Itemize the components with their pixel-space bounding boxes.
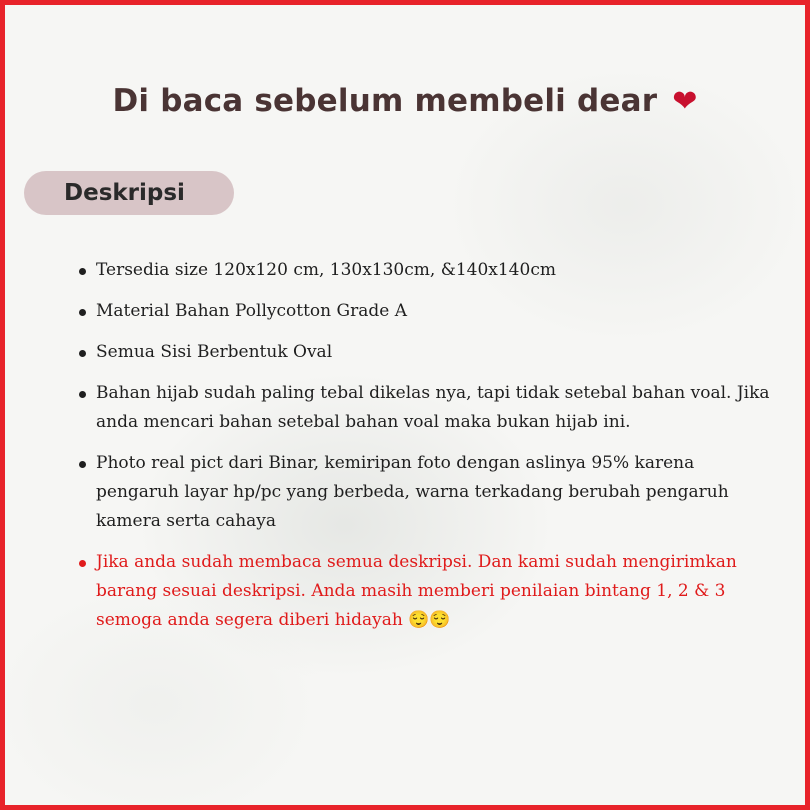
list-item: Photo real pict dari Binar, kemiripan foto dengan aslinya 95% karena pengaruh layar hp/pc yang berbeda, warna terkadang berubah pengaruh kamera serta cahaya [77, 449, 777, 536]
list-item: Material Bahan Pollycotton Grade A [77, 297, 777, 326]
title-text: Di baca sebelum membeli dear [112, 83, 658, 119]
section-badge-deskripsi [24, 171, 234, 215]
section-badge-label: Deskripsi [64, 180, 185, 206]
warning-list-item: Jika anda sudah membaca semua deskripsi. Dan kami sudah mengirimkan barang sesuai deskripsi. Anda masih memberi penilaian bintang 1, 2 & 3 semoga anda segera diberi hidayah 😌😌 [77, 548, 777, 635]
list-item: Semua Sisi Berbentuk Oval [77, 338, 777, 367]
list-item: Tersedia size 120x120 cm, 130x130cm, &140x140cm [77, 256, 777, 285]
description-list [77, 256, 777, 647]
page-title [5, 83, 805, 119]
list-item: Bahan hijab sudah paling tebal dikelas nya, tapi tidak setebal bahan voal. Jika anda mencari bahan setebal bahan voal maka bukan hijab ini. [77, 379, 777, 437]
heart-icon: ❤ [672, 84, 698, 119]
